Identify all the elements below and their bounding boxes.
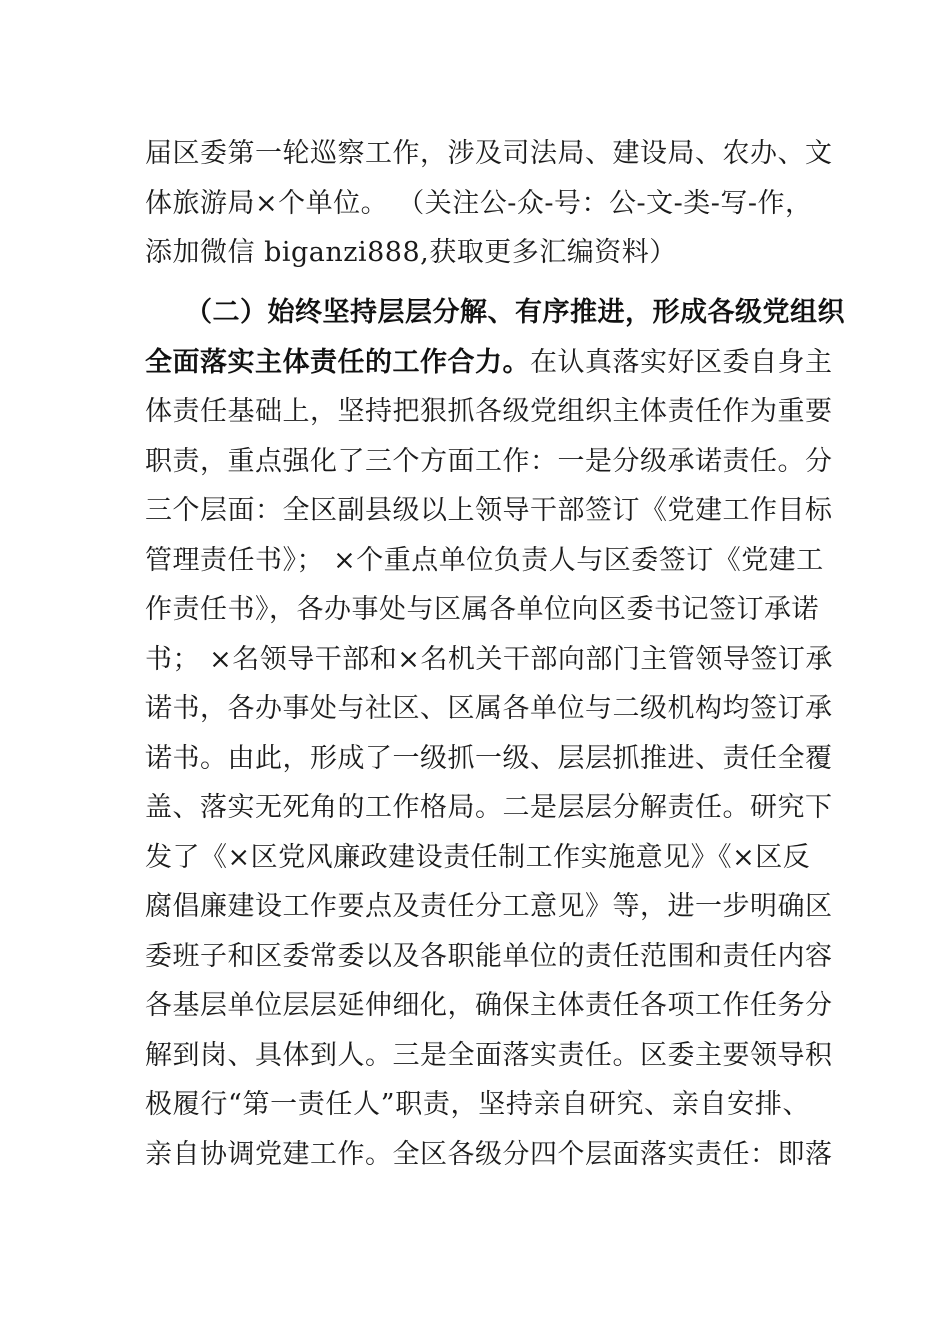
text-line [145,338,833,388]
text-line: 三个层面：全区副县级以上领导干部签订《党建工作目标 [145,495,833,526]
text-line: 添加微信 biganzi888,获取更多汇编资料） [145,237,677,268]
text-line: 职责，重点强化了三个方面工作：一是分级承诺责任。分 [145,445,833,477]
text-line: 体责任基础上，坚持把狠抓各级党组织主体责任作为重要 [145,396,833,427]
section-heading [145,288,845,338]
text-line: 诺书，各办事处与社区、区属各单位与二级机构均签订承 [145,693,833,724]
text-line-rest: 在认真落实好区委自身主 [530,346,833,378]
text-line: 管理责任书》； ×个重点单位负责人与区委签订《党建工 [145,544,824,576]
text-line: 体旅游局×个单位。 （关注公-众-号：公-文-类-写-作， [145,187,813,219]
text-line: 盖、落实无死角的工作格局。二是层层分解责任。研究下 [145,792,833,823]
text-line: 极履行“第一责任人”职责，坚持亲自研究、亲自安排、 [145,1089,810,1120]
paragraph-inspection-scope [145,129,833,278]
text-line: 诺书。由此，形成了一级抓一级、层层抓推进、责任全覆 [145,742,833,774]
text-line: 委班子和区委常委以及各职能单位的责任范围和责任内容 [145,940,833,972]
text-line: 发了《×区党风廉政建设责任制工作实施意见》《×区反 [145,841,811,873]
text-line: 书； ×名领导干部和×名机关干部向部门主管领导签订承 [145,643,833,675]
section-heading-continuation: 全面落实主体责任的工作合力。 [145,346,530,378]
text-line: 亲自协调党建工作。全区各级分四个层面落实责任：即落 [145,1138,833,1170]
text-line: 解到岗、具体到人。三是全面落实责任。区委主要领导积 [145,1039,833,1071]
section-heading-text: （二）始终坚持层层分解、有序推进，形成各级党组织 [185,297,845,328]
text-line: 各基层单位层层延伸细化，确保主体责任各项工作任务分 [145,990,833,1021]
text-line: 届区委第一轮巡察工作，涉及司法局、建设局、农办、文 [145,138,833,169]
paragraph-section-two [145,288,845,1179]
text-line: 作责任书》，各办事处与区属各单位向区委书记签订承诺 [145,594,819,625]
text-line: 腐倡廉建设工作要点及责任分工意见》等，进一步明确区 [145,891,833,922]
